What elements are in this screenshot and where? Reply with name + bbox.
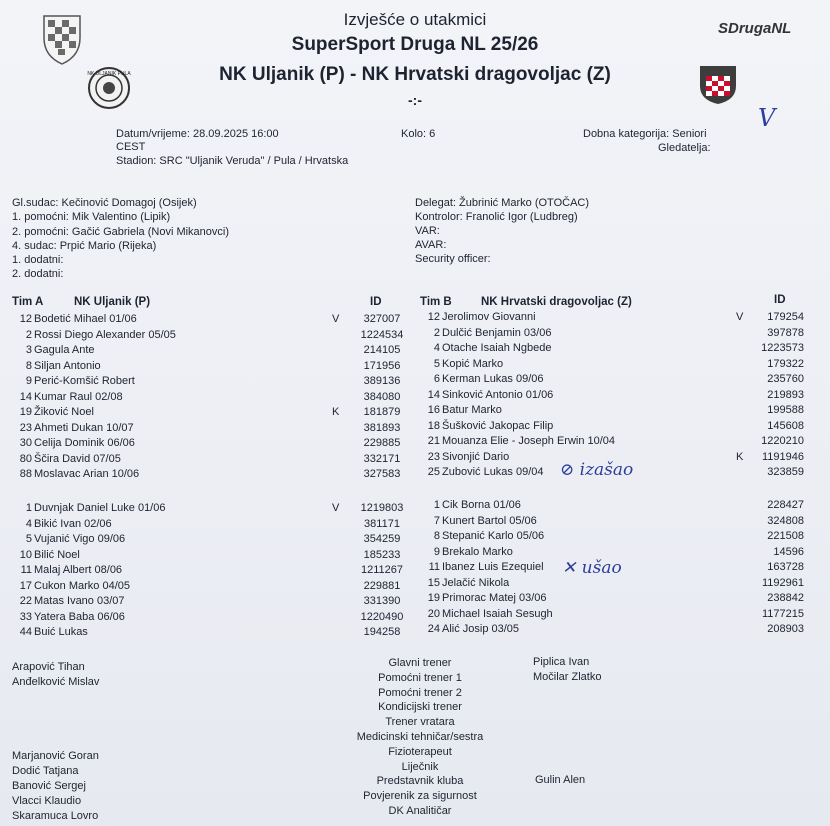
staff-role-label: Trener vratara	[385, 716, 455, 729]
player-number: 11	[428, 561, 440, 573]
player-id: 199588	[767, 404, 804, 416]
player-id: 179322	[767, 357, 804, 370]
player-number: 21	[427, 435, 440, 447]
official-line: VAR:	[415, 225, 440, 237]
player-name: Sivonjić Dario	[442, 450, 510, 463]
player-number: 4	[25, 517, 32, 530]
player-name: Perić-Komšić Robert	[34, 375, 135, 387]
player-id: 171956	[363, 359, 401, 372]
player-number: 5	[433, 357, 440, 370]
player-name: Rossi Diego Alexander 05/05	[34, 328, 176, 341]
player-number: 10	[19, 548, 32, 561]
official-line: Delegat: Žubrinić Marko (OTOČAC)	[415, 197, 590, 209]
player-number: 30	[19, 437, 32, 449]
player-name: Zubović Lukas 09/04	[442, 466, 544, 478]
player-number: 24	[427, 623, 440, 635]
player-id: 1192961	[761, 576, 804, 589]
player-id: 1220210	[761, 435, 804, 447]
match-timezone: CEST	[116, 141, 146, 153]
player-name: Matas Ivano 03/07	[34, 595, 125, 607]
player-name: Kumar Raul 02/08	[34, 390, 123, 403]
match-stadium: Stadion: SRC "Uljanik Veruda" / Pula / Hrvatska	[116, 155, 349, 167]
player-name: Bikić Ivan 02/06	[34, 517, 112, 530]
player-name: Žiković Noel	[34, 406, 94, 418]
player-number: 20	[427, 607, 440, 620]
player-role-mark: K	[332, 406, 340, 418]
handwritten-check-mark: V	[758, 104, 776, 132]
home-staff-name: Banović Sergej	[12, 780, 86, 792]
player-name: Vujanić Vigo 09/06	[34, 533, 126, 545]
player-name: Buić Lukas	[34, 626, 88, 638]
player-id: 331390	[363, 595, 401, 607]
match-round: Kolo: 6	[401, 128, 436, 140]
player-id: 384080	[363, 390, 401, 403]
official-line: AVAR:	[415, 239, 447, 251]
handwritten-note-out: ⊘ izašao	[560, 460, 634, 480]
player-name: Bilić Noel	[34, 548, 80, 561]
player-number: 33	[19, 610, 32, 623]
team-b-id-header: ID	[774, 294, 786, 306]
player-id: 221508	[767, 530, 804, 542]
player-name: Sinković Antonio 01/06	[442, 388, 554, 401]
player-name: Alić Josip 03/05	[442, 623, 520, 635]
player-number: 2	[433, 326, 440, 339]
staff-role-label: Fizioterapeut	[388, 745, 452, 758]
team-a-label: Tim A	[12, 296, 44, 308]
player-role-mark: V	[332, 502, 340, 514]
player-id: 354259	[363, 533, 401, 545]
match-score: -:-	[408, 92, 422, 108]
player-id: 1220490	[360, 610, 404, 623]
home-staff-name: Dodić Tatjana	[12, 765, 79, 777]
player-name: Brekalo Marko	[442, 545, 513, 558]
player-role-mark: V	[332, 313, 340, 325]
home-staff-name: Vlacci Klaudio	[12, 795, 82, 807]
player-name: Batur Marko	[442, 404, 502, 416]
player-id: 1191946	[761, 450, 804, 463]
player-id: 381171	[364, 517, 400, 530]
uljanik-logo-text: NK ULJANIK PULA	[87, 71, 131, 77]
player-id: 381893	[363, 421, 401, 434]
player-id: 1224534	[360, 328, 404, 341]
player-id: 332171	[363, 452, 401, 465]
player-number: 4	[433, 342, 440, 354]
player-name: Otache Isaiah Ngbede	[442, 342, 552, 354]
staff-role-label: Medicinski tehničar/sestra	[356, 731, 484, 743]
official-line: Gl.sudac: Kečinović Domagoj (Osijek)	[12, 197, 197, 209]
player-id: 389136	[363, 375, 401, 387]
player-id: 185233	[363, 548, 401, 561]
player-number: 17	[19, 579, 32, 592]
player-number: 8	[25, 359, 32, 372]
match-title: NK Uljanik (P) - NK Hrvatski dragovoljac (Z)	[219, 64, 611, 85]
player-number: 7	[433, 514, 440, 527]
player-name: Cik Borna 01/06	[442, 499, 521, 511]
player-id: 323859	[767, 466, 804, 478]
player-name: Michael Isaiah Sesugh	[442, 607, 553, 620]
player-number: 8	[433, 530, 440, 542]
player-name: Kopić Marko	[442, 357, 504, 370]
team-a-name: NK Uljanik (P)	[74, 296, 151, 308]
team-b-name: NK Hrvatski dragovoljac (Z)	[481, 296, 632, 308]
official-line: Kontrolor: Franolić Igor (Ludbreg)	[415, 211, 578, 223]
official-line: 1. dodatni:	[12, 254, 64, 266]
player-id: 14596	[773, 545, 804, 558]
staff-role-label: Predstavnik kluba	[376, 775, 464, 788]
player-number: 22	[19, 595, 32, 607]
player-number: 5	[25, 533, 32, 545]
player-role-mark: K	[736, 450, 744, 463]
away-staff-name: Močilar Zlatko	[533, 671, 602, 683]
player-id: 228427	[767, 499, 804, 511]
player-number: 23	[427, 450, 440, 463]
handwritten-note-in-text: ušao	[581, 558, 622, 578]
handwritten-note-in: ✕ ušao	[562, 558, 622, 578]
player-name: Šušković Jakopac Filip	[442, 419, 554, 432]
player-number: 15	[427, 576, 440, 589]
player-name: Ahmeti Dukan 10/07	[34, 421, 134, 434]
team-b-label: Tim B	[420, 296, 452, 308]
player-name: Celija Dominik 06/06	[34, 437, 135, 449]
player-id: 324808	[767, 514, 804, 527]
player-name: Duvnjak Daniel Luke 01/06	[34, 502, 166, 514]
player-name: Gagula Ante	[34, 344, 95, 356]
player-number: 44	[19, 626, 32, 638]
player-name: Malaj Albert 08/06	[34, 564, 123, 576]
home-staff-name: Marjanović Goran	[12, 750, 99, 762]
player-number: 1	[25, 502, 32, 514]
player-number: 12	[427, 311, 440, 323]
player-number: 6	[433, 373, 440, 385]
player-id: 1177215	[761, 607, 804, 620]
player-id: 179254	[767, 311, 804, 323]
player-id: 397878	[767, 326, 804, 339]
staff-role-label: Pomoćni trener 2	[378, 686, 462, 699]
player-id: 208903	[767, 623, 804, 635]
home-staff-name: Arapović Tihan	[12, 661, 85, 673]
player-name: Dulčić Benjamin 03/06	[442, 326, 552, 339]
player-number: 19	[427, 592, 440, 604]
official-line: 2. pomoćni: Gačić Gabriela (Novi Mikanovci)	[12, 226, 230, 238]
player-name: Siljan Antonio	[34, 359, 101, 372]
supersport-druga-nl-logo: SDrugaNL	[718, 20, 792, 37]
player-name: Ibanez Luis Ezequiel	[442, 561, 544, 573]
competition-title: SuperSport Druga NL 25/26	[291, 34, 539, 55]
player-number: 80	[19, 452, 32, 465]
player-number: 1	[433, 499, 440, 511]
player-id: 145608	[767, 419, 804, 432]
staff-role-label: Kondicijski trener	[378, 701, 462, 714]
player-id: 327007	[363, 313, 401, 325]
player-number: 14	[427, 388, 440, 401]
player-id: 214105	[363, 344, 401, 356]
player-role-mark: V	[736, 311, 744, 323]
player-name: Jelačić Nikola	[442, 576, 510, 589]
player-name: Ščira David 07/05	[34, 452, 121, 465]
home-staff-name: Skaramuca Lovro	[12, 810, 99, 822]
player-number: 2	[25, 328, 32, 341]
handwritten-note-out-text: izašao	[579, 460, 634, 480]
official-line: Security officer:	[415, 253, 491, 265]
player-name: Primorac Matej 03/06	[442, 592, 547, 604]
official-line: 4. sudac: Prpić Mario (Rijeka)	[12, 240, 157, 252]
staff-role-label: Liječnik	[401, 760, 439, 773]
player-number: 16	[427, 404, 440, 416]
player-name: Kunert Bartol 05/06	[442, 514, 537, 527]
staff-role-label: Pomoćni trener 1	[378, 671, 462, 684]
player-id: 194258	[363, 626, 401, 638]
player-name: Jerolimov Giovanni	[442, 311, 536, 323]
staff-role-label: Povjerenik za sigurnost	[363, 790, 477, 803]
home-staff-name: Anđelković Mislav	[12, 676, 100, 688]
player-number: 18	[427, 419, 440, 432]
player-number: 11	[20, 564, 32, 576]
player-name: Yatera Baba 06/06	[34, 610, 125, 623]
away-staff-name: Piplica Ivan	[533, 656, 590, 668]
player-id: 229885	[363, 437, 401, 449]
player-id: 181879	[363, 406, 401, 418]
report-title: Izvješće o utakmici	[343, 10, 487, 29]
player-number: 9	[25, 375, 32, 387]
player-id: 238842	[767, 592, 804, 604]
player-name: Mouanza Elie - Joseph Erwin 10/04	[442, 435, 616, 447]
away-club-representative: Gulin Alen	[535, 774, 586, 786]
player-name: Stepanić Karlo 05/06	[442, 530, 545, 542]
player-id: 219893	[767, 388, 804, 401]
player-id: 1211267	[360, 564, 403, 576]
staff-role-label: DK Analitičar	[388, 805, 452, 817]
spectators: Gledatelja:	[658, 142, 711, 154]
player-id: 327583	[363, 468, 401, 480]
player-name: Bodetić Mihael 01/06	[34, 313, 137, 325]
player-name: Moslavac Arian 10/06	[34, 468, 140, 480]
player-name: Cukon Marko 04/05	[34, 579, 130, 592]
player-number: 19	[19, 406, 32, 418]
player-id: 1223573	[761, 342, 804, 354]
player-number: 88	[19, 468, 32, 480]
player-number: 25	[427, 466, 440, 478]
player-name: Kerman Lukas 09/06	[442, 373, 544, 385]
player-number: 12	[19, 313, 32, 325]
player-number: 23	[19, 421, 32, 434]
player-number: 9	[433, 545, 440, 558]
player-id: 229881	[363, 579, 401, 592]
staff-role-label: Glavni trener	[388, 657, 452, 669]
official-line: 2. dodatni:	[12, 268, 64, 280]
player-id: 163728	[767, 561, 804, 573]
player-id: 235760	[767, 373, 804, 385]
age-category: Dobna kategorija: Seniori	[583, 128, 707, 140]
player-number: 14	[19, 390, 32, 403]
player-number: 3	[25, 344, 32, 356]
official-line: 1. pomoćni: Mik Valentino (Lipik)	[12, 211, 171, 223]
player-id: 1219803	[360, 502, 404, 514]
team-a-id-header: ID	[370, 296, 382, 308]
match-datetime: Datum/vrijeme: 28.09.2025 16:00	[116, 128, 279, 140]
